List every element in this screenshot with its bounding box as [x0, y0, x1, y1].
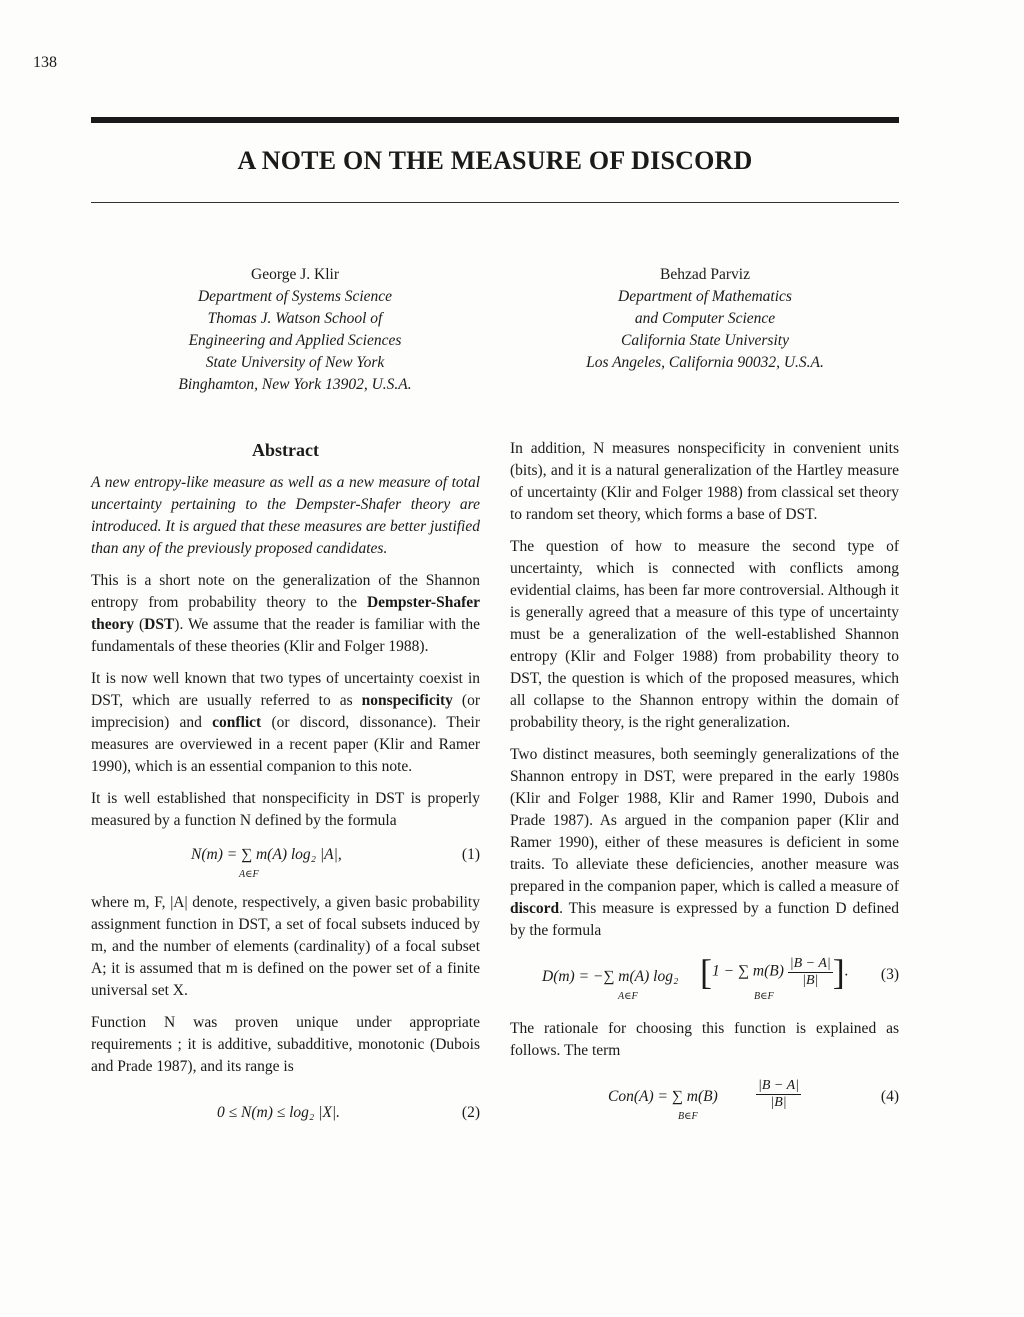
author-block-klir: [130, 264, 460, 396]
equation-number: (4): [880, 1088, 899, 1105]
equation-3: [510, 952, 899, 1008]
equation-1: [91, 842, 480, 882]
equation-fraction: $\frac{|B - A|}{|B|}$: [789, 955, 831, 988]
equation-number: (1): [461, 846, 480, 863]
paragraph: This is a short note on the generalization of the Shannon entropy from probability theory to the Dempster-Shafer theory (DST). We assume that the reader is familiar with the fundamentals of these theories (Klir and Folger 1988).: [91, 572, 480, 655]
paragraph: The question of how to measure the second type of uncertainty, which is connected with conflicts among evidential claims, has been far more controversial. Although it is generally agreed that a measure of this type of uncertainty must be a generalization of the well-established Shannon entropy (Klir and Folger 1988) from probability theory to DST, the question is which of the proposed measures, which all collapse to the Shannon entropy within the domain of probability theory, is the right generalization.: [510, 538, 899, 731]
equation-lhs: D(m) = −∑ m(A) log₂: [542, 968, 679, 985]
affiliation-line: Thomas J. Watson School of: [207, 310, 383, 327]
equation-number: (3): [880, 966, 899, 983]
affiliation-line: Binghamton, New York 13902, U.S.A.: [178, 376, 412, 393]
author-block-parviz: [540, 264, 870, 374]
paragraph: It is now well known that two types of uncertainty coexist in DST, which are usually referred to as nonspecificity (or imprecision) and conflict (or discord, dissonance). Their measures are overviewed in a recent paper (Klir and Ramer 1990), which is an essential companion to this note.: [91, 670, 481, 775]
equation-2: [91, 1100, 480, 1140]
paragraph: Function N was proven unique under appropriate requirements ; it is additive, subadditive, monotonic (Dubois and Prade 1987), and its range is: [91, 1014, 480, 1075]
affiliation-line: Engineering and Applied Sciences: [188, 332, 402, 349]
title-rule-bottom: [91, 202, 899, 203]
equation-subscript: B∈F: [754, 991, 774, 1002]
equation-expression: N(m) = ∑ m(A) log₂ |A|,: [191, 846, 342, 863]
title-rule-top: [91, 117, 899, 123]
paragraph: Two distinct measures, both seemingly generalizations of the Shannon entropy in DST, were prepared in the early 1980s (Klir and Folger 1988, Klir and Ramer 1990, Dubois and Prade 1987). As argued in the companion paper (Klir and Ramer 1990), either of these measures is deficient in some traits. To alleviate these deficiencies, another measure was prepared in the companion paper, which is called a measure of discord. This measure is expressed by a function D defined by the formula: [510, 746, 899, 939]
paper-title: A NOTE ON THE MEASURE OF DISCORD: [237, 146, 753, 175]
affiliation-line: State University of New York: [205, 354, 385, 371]
affiliation-line: Department of Mathematics: [618, 288, 792, 305]
affiliation-line: Department of Systems Science: [197, 288, 393, 305]
equation-fraction: $\frac{|B - A|}{|B|}$: [758, 1078, 799, 1110]
equation-expression: 0 ≤ N(m) ≤ log₂ |X|.: [217, 1104, 341, 1121]
equation-subscript: A∈F: [239, 869, 259, 880]
equation-lhs: Con(A) = ∑ m(B): [608, 1088, 718, 1105]
abstract-text: A new entropy-like measure as well as a new measure of total uncertainty pertaining to the Dempster-Shafer theory are introduced. It is argued that these measures are better justified than any of the previously proposed candidates.: [91, 474, 480, 557]
paragraph: In addition, N measures nonspecificity in convenient units (bits), and it is a natural generalization of the Hartley measure of uncertainty (Klir and Folger 1988) from classical set theory to random set theory, which forms a base of DST.: [510, 440, 899, 523]
paragraph: The rationale for choosing this function is explained as follows. The term: [510, 1020, 899, 1059]
equation-4: [510, 1072, 899, 1128]
right-column: [510, 438, 899, 1138]
abstract-heading: Abstract: [252, 440, 319, 460]
author-name: Behzad Parviz: [660, 266, 750, 283]
affiliation-line: Los Angeles, California 90032, U.S.A.: [586, 354, 824, 371]
left-column: [91, 438, 480, 1150]
affiliation-line: and Computer Science: [634, 310, 776, 327]
equation-subscript: A∈F: [618, 991, 638, 1002]
equation-bracket-group: [1 − ∑ m(B) $\frac{|B - A|}{|B|}$ ].: [700, 952, 849, 992]
paragraph: It is well established that nonspecificity in DST is properly measured by a function N defined by the formula: [91, 790, 480, 829]
page-number: 138: [33, 54, 57, 71]
affiliation-line: California State University: [621, 332, 789, 349]
paragraph: where m, F, |A| denote, respectively, a given basic probability assignment function in DST, a set of focal subsets induced by m, and the number of elements (cardinality) of a focal subset A; it is assumed that m is defined on the power set of a finite universal set X.: [91, 894, 480, 999]
author-name: George J. Klir: [251, 266, 339, 283]
equation-inner: 1 − ∑ m(B): [712, 962, 784, 980]
equation-number: (2): [461, 1104, 480, 1121]
equation-subscript: B∈F: [678, 1111, 698, 1122]
